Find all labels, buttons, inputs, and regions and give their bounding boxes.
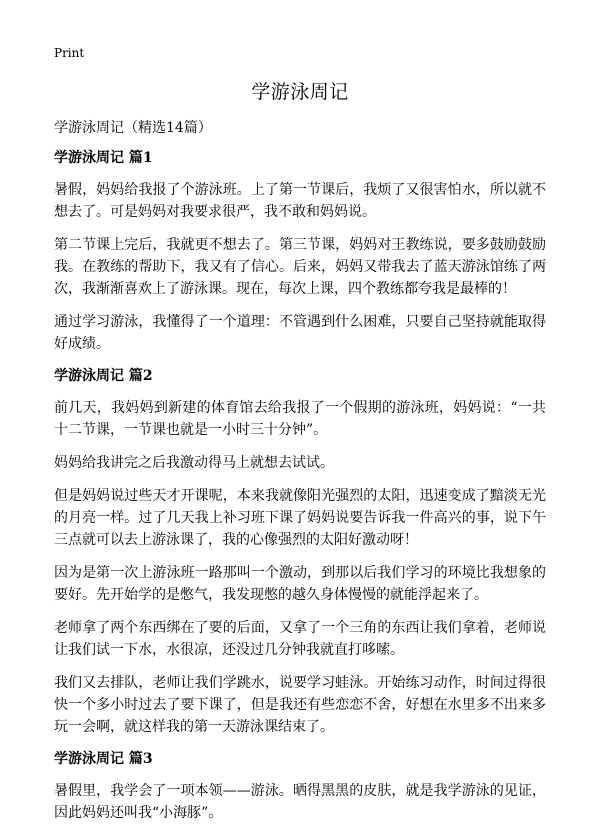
section-3: [54, 749, 546, 824]
paragraph: 妈妈给我讲完之后我激动得马上就想去试试。: [54, 455, 334, 471]
paragraph: 因为是第一次上游泳班一路那叫一个激动，到那以后我们学习的环境比我想象的要好。先开始学的是憋气，我发现憋的越久身体慢慢的就能浮起来了。: [54, 565, 546, 603]
paragraph: 但是妈妈说过些天才开课呢，本来我就像阳光强烈的太阳，迅速变成了黯淡无光的月亮一样。过了几天我上补习班下课了妈妈说要告诉我一件高兴的事，说下午三点就可以去上游泳课了，我的心像强烈的太阳好激动呀！: [54, 488, 546, 548]
paragraph: 老师拿了两个东西绑在了要的后面，又拿了一个三角的东西让我们拿着，老师说让我们试一下水，水很凉，还没过几分钟我就直打哆嗦。: [54, 620, 546, 658]
paragraph: 暑假，妈妈给我报了个游泳班。上了第一节课后，我烦了又很害怕水，所以就不想去了。可是妈妈对我要求很严，我不敢和妈妈说。: [54, 182, 546, 220]
document-body: [54, 118, 546, 835]
document-subtitle: 学游泳周记（精选14篇）: [54, 120, 212, 136]
print-label: Print: [54, 46, 85, 60]
paragraph: 我们又去排队，老师让我们学跳水，说要学习蛙泳。开始练习动作，时间过得很快一个多小时过去了要下课了，但是我还有些恋恋不舍，好想在水里多不出来多玩一会啊，就这样我的第一天游泳课结束了。: [54, 675, 546, 735]
section-2: [54, 366, 546, 738]
section-heading: 学游泳周记 篇2: [54, 368, 153, 384]
section-heading: 学游泳周记 篇3: [54, 751, 153, 767]
paragraph: 通过学习游泳，我懂得了一个道理：不管遇到什么困难，只要自己坚持就能取得好成绩。: [54, 314, 546, 352]
section-1: [54, 148, 546, 355]
page-title: 学游泳周记: [251, 81, 349, 103]
section-heading: 学游泳周记 篇1: [54, 150, 153, 166]
paragraph: 第二节课上完后，我就更不想去了。第三节课，妈妈对王教练说，要多鼓励鼓励我。在教练的帮助下，我又有了信心。后来，妈妈又带我去了蓝天游泳馆练了两次，我渐渐喜欢上了游泳课。现在，每次上课，四个教练都夸我是最棒的！: [54, 237, 546, 297]
paragraph: 暑假里，我学会了一项本领——游泳。晒得黑黑的皮肤，就是我学游泳的见证，因此妈妈还叫我“小海豚”。: [54, 783, 546, 821]
paragraph: 前几天，我妈妈到新建的体育馆去给我报了一个假期的游泳班，妈妈说：“一共十二节课，一节课也就是一小时三十分钟”。: [54, 400, 546, 438]
